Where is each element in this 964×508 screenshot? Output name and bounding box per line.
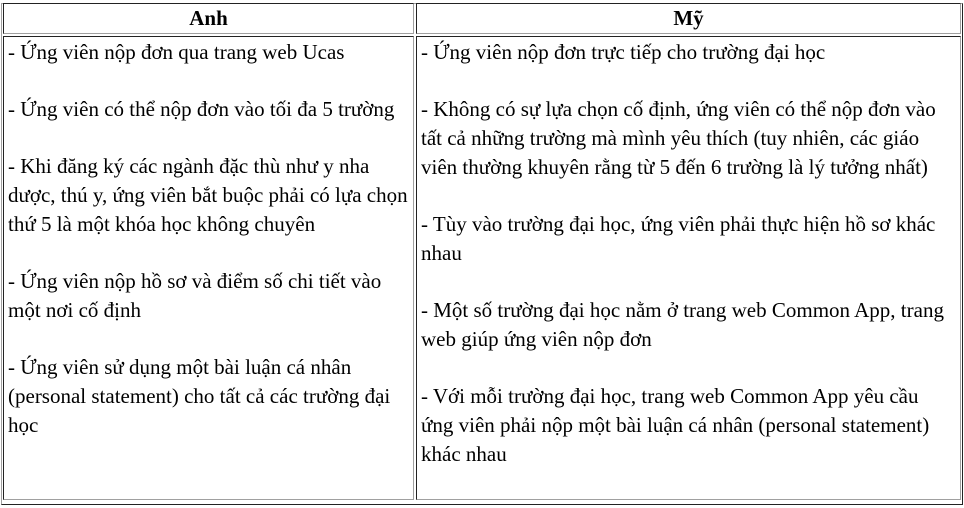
header-my-label: Mỹ xyxy=(673,6,704,30)
paragraph-gap xyxy=(421,268,956,296)
anh-item-1: - Ứng viên nộp đơn qua trang web Ucas xyxy=(8,40,345,64)
my-item-5: - Với mỗi trường đại học, trang web Common App yêu cầu ứng viên phải nộp một bài luận cá nhân (personal statement) khác nhau xyxy=(421,384,930,466)
paragraph-gap xyxy=(8,325,409,353)
header-my xyxy=(416,3,961,34)
anh-item-4: - Ứng viên nộp hồ sơ và điểm số chi tiết vào một nơi cố định xyxy=(8,269,382,322)
my-item-2: - Không có sự lựa chọn cố định, ứng viên có thể nộp đơn vào tất cả những trường mà mình yêu thích (tuy nhiên, các giáo viên thường khuyên rằng từ 5 đến 6 trường là lý tưởng nhất) xyxy=(421,97,936,179)
anh-item-5: - Ứng viên sử dụng một bài luận cá nhân (personal statement) cho tất cả các trường đại học xyxy=(8,355,391,437)
paragraph-gap xyxy=(421,67,956,95)
column-anh xyxy=(3,36,414,500)
my-item-3: - Tùy vào trường đại học, ứng viên phải thực hiện hồ sơ khác nhau xyxy=(421,212,936,265)
header-anh-label: Anh xyxy=(189,6,228,30)
paragraph-gap xyxy=(8,124,409,152)
my-item-4: - Một số trường đại học nằm ở trang web Common App, trang web giúp ứng viên nộp đơn xyxy=(421,298,944,351)
anh-item-2: - Ứng viên có thể nộp đơn vào tối đa 5 trường xyxy=(8,97,395,121)
anh-item-3: - Khi đăng ký các ngành đặc thù như y nha dược, thú y, ứng viên bắt buộc phải có lựa chọn thứ 5 là một khóa học không chuyên xyxy=(8,154,408,236)
header-anh xyxy=(3,3,414,34)
my-item-1: - Ứng viên nộp đơn trực tiếp cho trường đại học xyxy=(421,40,826,64)
column-my xyxy=(416,36,961,500)
paragraph-gap xyxy=(8,239,409,267)
paragraph-gap xyxy=(421,182,956,210)
paragraph-gap xyxy=(8,67,409,95)
paragraph-gap xyxy=(421,354,956,382)
